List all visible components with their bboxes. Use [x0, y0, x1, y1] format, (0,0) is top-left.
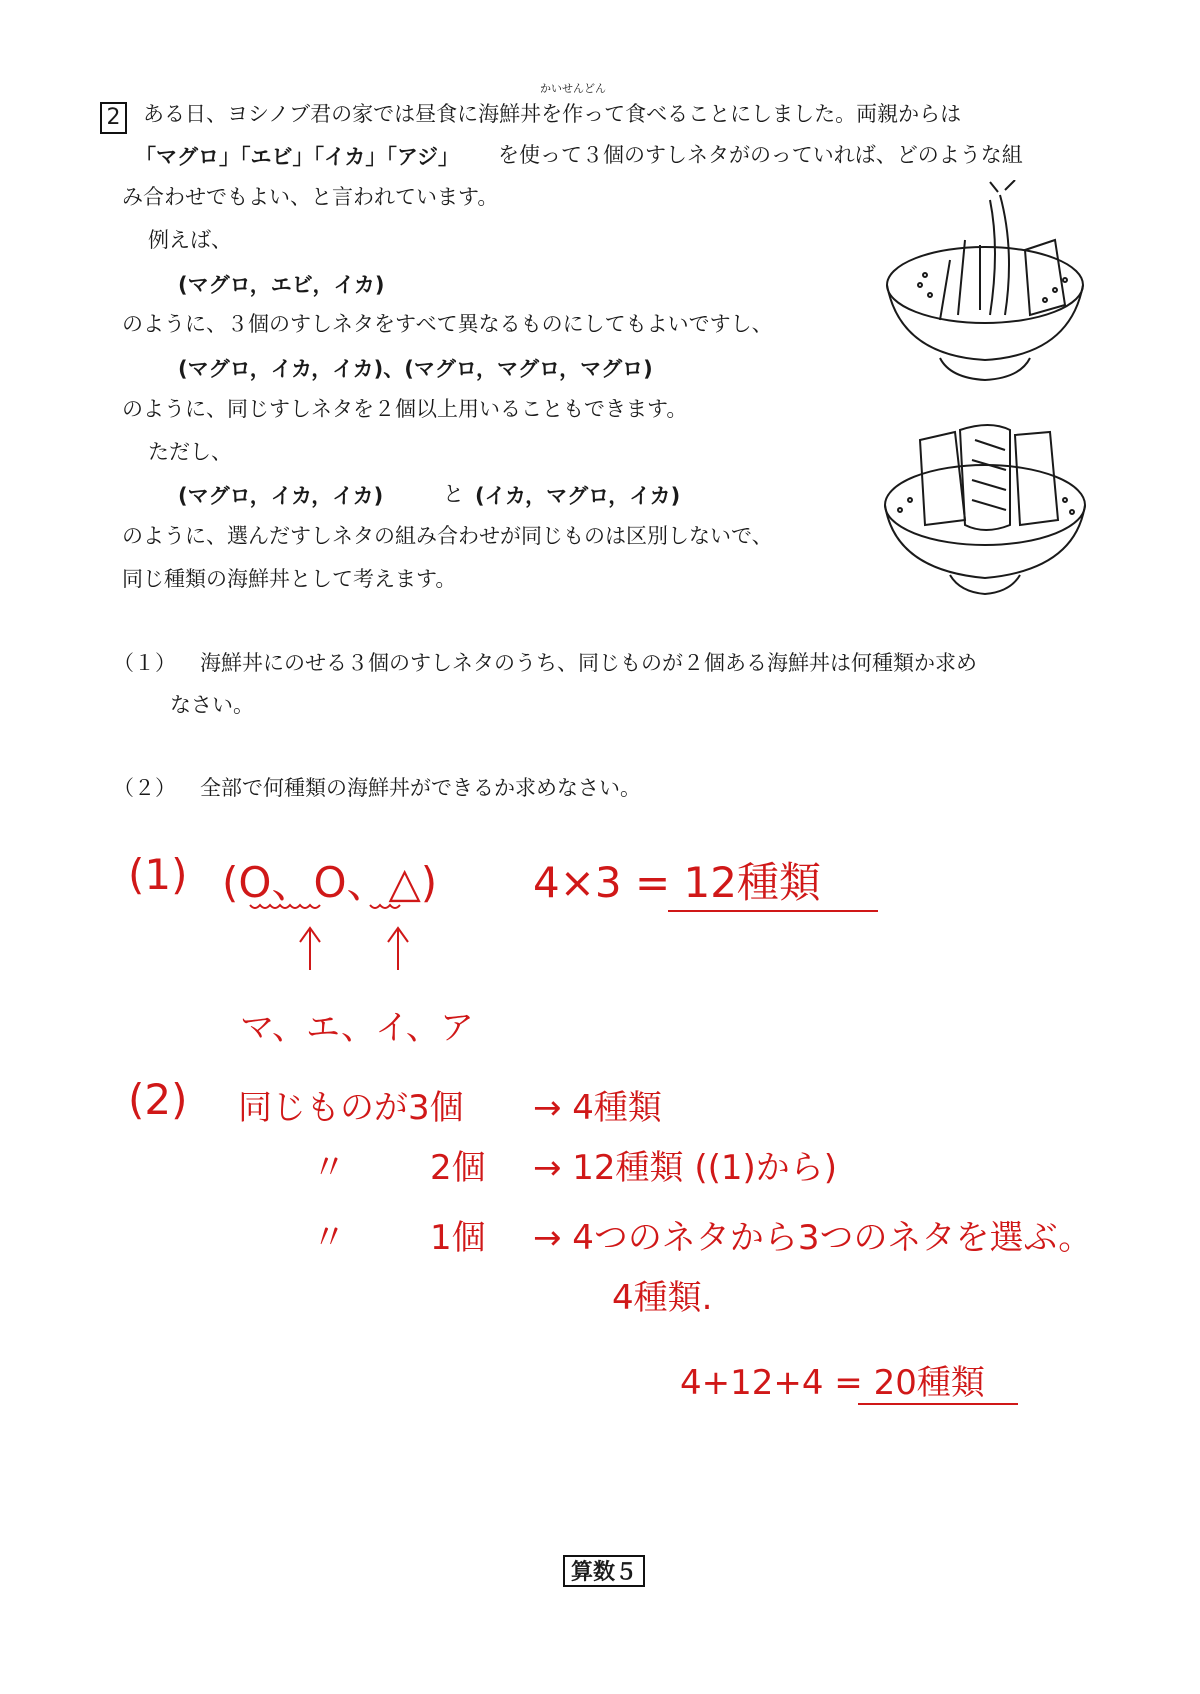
question-1-text-line-1: 海鮮丼にのせる３個のすしネタのうち、同じものが２個ある海鮮丼は何種類か求め: [200, 651, 977, 675]
answer-2-total: 4+12+4 = 20種類: [680, 1363, 985, 1403]
answer-2-row-3-ditto: 〃: [312, 1218, 346, 1258]
answer-2-row-1-left: 同じものが3個: [238, 1088, 464, 1128]
problem-line-3: み合わせでもよい、と言われています。: [122, 185, 499, 209]
example-3-explanation: のように、選んだすしネタの組み合わせが同じものは区別しないで、: [122, 524, 773, 548]
question-1-text-line-2: なさい。: [170, 693, 254, 717]
problem-final-line: 同じ種類の海鮮丼として考えます。: [122, 567, 457, 591]
answer-2-row-3-result: 4種類.: [612, 1278, 713, 1318]
answer-1-label: (1): [128, 850, 188, 899]
question-2-text: 全部で何種類の海鮮丼ができるか求めなさい。: [200, 776, 641, 800]
answer-1-fish-options: マ、エ、イ、ア: [240, 1008, 474, 1048]
answer-2-underline: [858, 1403, 1018, 1405]
problem-line-2: を使って３個のすしネタがのっていれば、どのような組: [498, 143, 1023, 167]
example-2-explanation: のように、同じすしネタを２個以上用いることもできます。: [122, 397, 688, 421]
kaisendon-bowl-illustration-2: [880, 420, 1090, 600]
example-1: (マグロ，エビ，イカ): [178, 273, 385, 297]
however-label: ただし、: [148, 440, 232, 464]
example-3-to: と: [443, 482, 464, 506]
ruby-reading: かいせんどん: [540, 82, 606, 95]
question-1-label: （１）: [113, 651, 176, 675]
answer-2-row-2-ditto: 〃: [312, 1148, 346, 1188]
problem-line-1: ある日、ヨシノブ君の家では昼食に海鮮丼を作って食べることにしました。両親からは: [143, 102, 962, 126]
answer-1-annotation-arrows: [240, 900, 440, 980]
example-1-explanation: のように、３個のすしネタをすべて異なるものにしてもよいですし、: [122, 312, 773, 336]
answer-2-row-1-right: → 4種類: [533, 1088, 662, 1128]
answer-1-underline: [668, 910, 878, 912]
example-3a: (マグロ，イカ，イカ): [178, 484, 384, 508]
problem-number: 2: [100, 102, 127, 134]
answer-2-row-3-right: → 4つのネタから3つのネタを選ぶ。: [533, 1218, 1093, 1258]
answer-2-row-2-right: → 12種類 ((1)から): [533, 1148, 838, 1188]
page-footer-subject: 算数５: [563, 1555, 645, 1587]
example-3b: (イカ，マグロ，イカ): [475, 484, 681, 508]
answer-1-calculation: 4×3 = 12種類: [533, 858, 821, 907]
answer-2-label: (2): [128, 1075, 188, 1124]
example-label: 例えば、: [148, 228, 232, 252]
question-2-label: （２）: [113, 776, 176, 800]
answer-1-pattern: (O、O、△): [222, 858, 438, 907]
answer-2-row-3-left: 1個: [430, 1218, 486, 1258]
example-2: (マグロ，イカ，イカ)、(マグロ，マグロ，マグロ): [178, 357, 653, 381]
kaisendon-bowl-illustration-1: [880, 180, 1090, 395]
answer-2-row-2-left: 2個: [430, 1148, 486, 1188]
fish-list: 「マグロ」「エビ」「イカ」「アジ」: [135, 145, 460, 169]
